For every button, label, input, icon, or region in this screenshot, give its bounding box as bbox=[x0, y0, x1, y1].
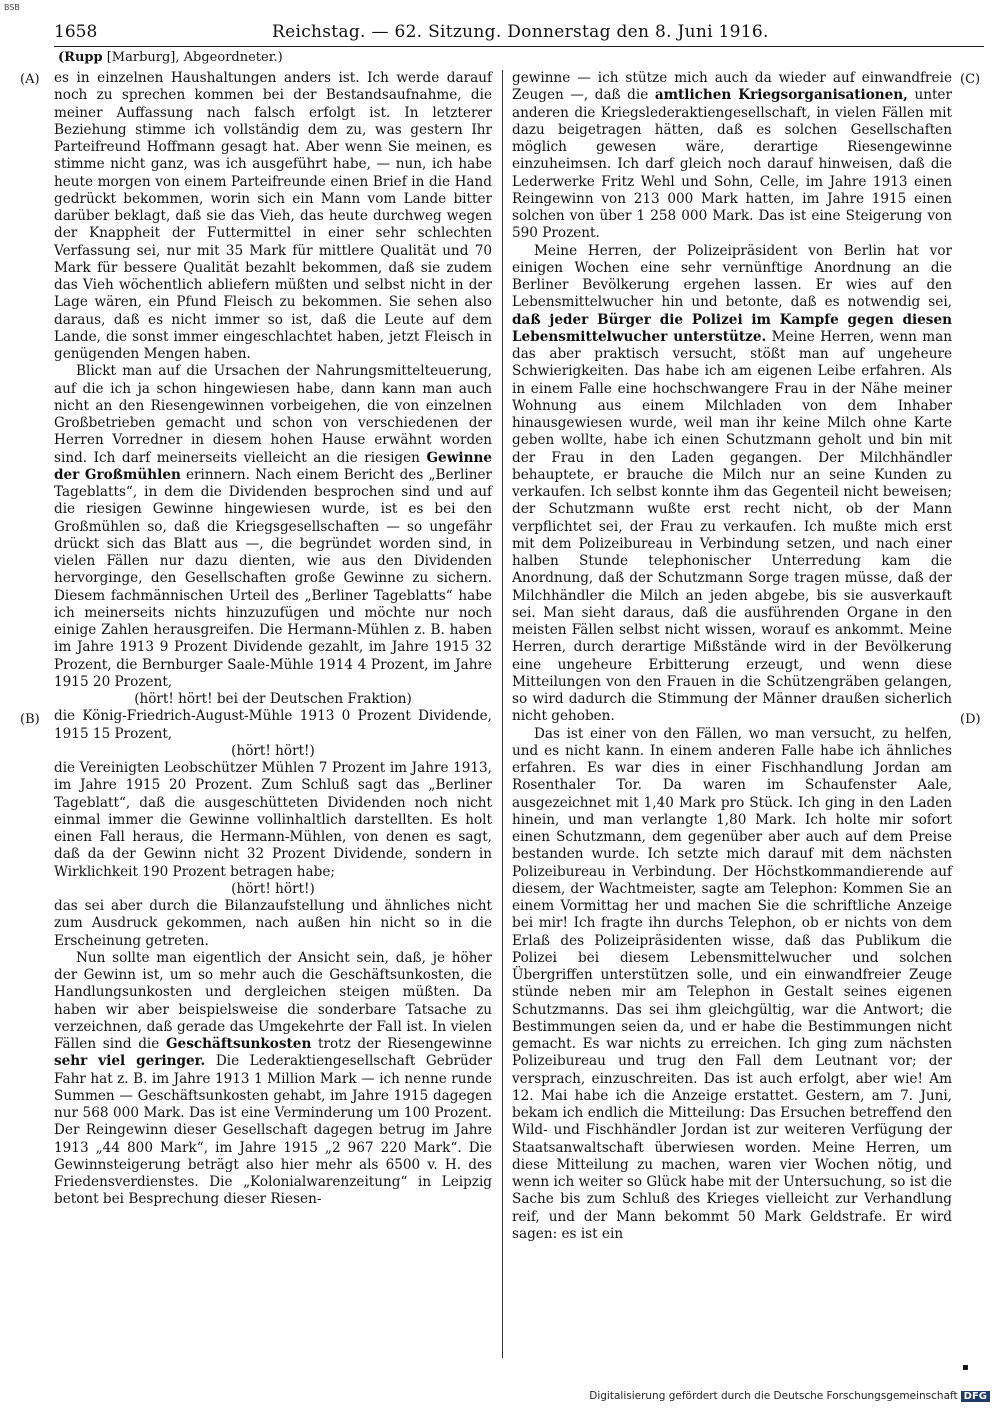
text-run: Die Lederaktiengesellschaft Gebrüder Fahr hat z. B. im Jahre 1913 1 Million Mark — ich nenne runde Summen — Geschäftsunkosten gehabt, im Jahre 1915 dagegen nur 568 000 Mark. Das ist eine Verminderung um 100 Prozent. Der Reingewinn dieser Gesellschaft dagegen betrug im Jahre 1913 „44 800 Mark“, im Jahre 1915 „2 967 220 Mark“. Die Gewinnsteigerung beträgt also hier mehr als 6500 v. H. des Friedensverdienstes. Die „Kolonialwarenzeitung“ in Leipzig betont bei Besprechung dieser Riesen- bbox=[54, 1053, 492, 1208]
running-title: Reichstag. — 62. Sitzung. Donnerstag den 8. Juni 1916. bbox=[272, 22, 769, 42]
text-run: Meine Herren, wenn man das aber praktisch versucht, stößt man auf ungeheure Schwierigkeiten. Das habe ich am eigenen Leibe erfahren. Als in einem Falle eine hochschwangere Frau in der Nähe meiner Wohnung aus einem Milchladen von dem Inhaber hinausgewiesen wurde, weil man ihr keine Milch ohne Karte geben wollte, habe ich einen Schutzmann geholt und bin mit der Frau in den Laden gegangen. Der Milchhändler behauptete, er brauche die Milch nur an seine Kunden zu verkaufen. Ich selbst konnte ihm das Gegenteil nicht beweisen; der Schutzmann wußte erst recht nicht, ob der Mann verpflichtet sei, der Frau zu verkaufen. Ich mußte mich erst mit dem Polizeibureau in Verbindung setzen, und nach einer halben Stunde telephonischer Unterredung kam die Anordnung, daß der Schutzmann Sorge tragen müsse, daß der Milchhändler die Milch an jeden abgebe, bis sie ausverkauft sei. Man sieht daraus, daß die ausführenden Organe in den meisten Fällen selbst nicht wissen, worauf es ankommt. Meine Herren, durch derartige Mißstände wird in der Bevölkerung eine ungeheure Erbitterung erzeugt, und wenn diese Mitteilungen von den Frauen in die Schützengräben gelangen, so wird dadurch die Stimmung der Männer draußen sicherlich nicht gehoben. bbox=[512, 328, 952, 725]
left-paragraph-4: die Vereinigten Leobschützer Mühlen 7 Prozent im Jahre 1913, im Jahre 1915 20 Prozent. Zum Schluß sagt das „Berliner Tageblatt“, daß die ausgeschütteten Dividenden noch nicht einmal immer die Gewinne vollinhaltlich darstellten. Es holt einen Fall heraus, die Hermann-Mühlen, von denen es sagt, daß da der Gewinn nicht 32 Prozent Dividende, sondern in Wirklichkeit 190 Prozent betragen habe; bbox=[54, 760, 492, 880]
margin-marker-a: (A) bbox=[20, 72, 40, 87]
library-corner-label: BSB bbox=[4, 3, 20, 12]
left-paragraph-6 bbox=[54, 950, 492, 1209]
left-column bbox=[54, 70, 492, 1209]
speaker-details: [Marburg], Abgeordneter.) bbox=[102, 50, 283, 65]
interjection: (hört! hört!) bbox=[231, 742, 315, 759]
text-run: gewinne — ich stütze mich auch da wieder auf einwandfreie Zeugen —, daß die bbox=[512, 70, 952, 104]
right-column bbox=[512, 70, 952, 1243]
page-end-mark: ▪ bbox=[962, 1362, 969, 1373]
text-run: Blickt man auf die Ursachen der Nahrungsmittelteuerung, auf die ich ja schon hingewiesen habe, dann kann man auch nicht an den Riesengewinnen vorbeigehen, die von einzelnen Großbetrieben gemacht und schon von verschiedenen der Herren Vorredner in diesem hohen Hause erwähnt worden sind. Ich darf meinerseits vielleicht an die riesigen bbox=[54, 363, 492, 466]
speaker-line bbox=[58, 50, 283, 65]
bold-phrase: Geschäftsunkosten bbox=[165, 1036, 312, 1052]
column-divider bbox=[502, 70, 503, 1358]
right-paragraph-2 bbox=[512, 243, 952, 726]
text-run: trotz der Riesengewinne bbox=[311, 1036, 493, 1052]
page-number: 1658 bbox=[54, 22, 98, 42]
dfg-logo: DFG bbox=[961, 1391, 990, 1402]
margin-marker-b: (B) bbox=[20, 712, 40, 727]
footer-text: Digitalisierung gefördert durch die Deutsche Forschungsgemeinschaft bbox=[589, 1390, 958, 1402]
interjection: (hört! hört! bei der Deutschen Fraktion) bbox=[134, 691, 412, 707]
bold-phrase: amtlichen Kriegsorganisationen, bbox=[654, 87, 908, 104]
bold-phrase: Gewinne der Großmühlen bbox=[54, 449, 492, 483]
left-paragraph-2 bbox=[54, 363, 492, 691]
left-paragraph-1: es in einzelnen Haushaltungen anders ist. Ich werde darauf noch zu sprechen kommen bei der Bestandsaufnahme, die meiner Auffassung nach falsch erfolgt ist. In letzterer Beziehung stimme ich vollständig dem zu, was gestern Ihr Parteifreund Hoffmann gesagt hat. Aber wenn Sie meinen, es stimme nicht ganz, was ich ausgeführt habe, — nun, ich habe heute morgen von einem Parteifreunde einen Brief in die Hand gedrückt bekommen, worin sich ein Mann vom Lande bitter darüber beklagt, daß sie das Vieh, das heute durchweg wegen der Knappheit der Futtermittel in einer sehr schlechten Verfassung sei, nur mit 35 Mark für mittlere Qualität und 70 Mark für bessere Qualität bezahlt bekommen, daß sie zudem das Vieh wöchentlich abliefern müßten und selbst nicht in der Lage wären, ein Pfund Fleisch zu bekommen. Sie sehen also daraus, daß es nicht immer so ist, daß die Leute auf dem Lande, die sonst immer eingeschlachtet haben, jetzt Fleisch in genügenden Mengen haben. bbox=[54, 70, 492, 362]
left-paragraph-5: das sei aber durch die Bilanzaufstellung und ähnliches nicht zum Ausdruck gekommen, nach außen hin nicht so in die Erscheinung getreten. bbox=[54, 898, 492, 949]
footer-credit bbox=[589, 1390, 990, 1402]
speaker-name: (Rupp bbox=[58, 50, 103, 65]
text-run: Meine Herren, der Polizeipräsident von Berlin hat vor einigen Wochen eine sehr vernünftige Anordnung an die Berliner Bevölkerung ergehen lassen. Er wies auf den Lebensmittelwucher hin und betonte, daß es notwendig sei, bbox=[512, 242, 952, 311]
margin-marker-c: (C) bbox=[960, 72, 981, 87]
header-rule bbox=[54, 46, 984, 47]
left-paragraph-3: die König-Friedrich-August-Mühle 1913 0 Prozent Dividende, 1915 15 Prozent, bbox=[54, 708, 492, 742]
bold-phrase: daß jeder Bürger die Polizei im Kampfe gegen diesen Lebensmittelwucher unterstütze. bbox=[512, 311, 952, 345]
right-paragraph-3: Das ist einer von den Fällen, wo man versucht, zu helfen, und es nicht kann. In einem anderen Falle habe ich ähnliches erfahren. Es war dies in einer Fischhandlung Jordan am Rosenthaler Tor. Da waren im Schaufenster Aale, ausgezeichnet mit 1,40 Mark pro Stück. Ich ging in den Laden hinein, und man verlangte 1,80 Mark. Ich holte mir sofort einen Schutzmann, dem gegenüber aber auch auf dem Preise bestanden wurde. Ich setzte mich darauf mit dem nächsten Polizeibureau in Verbindung. Der Höchstkommandierende auf diesem, der Wachtmeister, sagte am Telephon: Kommen Sie an einem Vormittag her und machen Sie die schriftliche Anzeige bei mir! Ich fragte ihn durchs Telephon, ob er nichts von dem Erlaß des Polizeipräsidenten wisse, daß das Publikum die Polizei bei diesem Lebensmittelwucher und solchen Übergriffen unterstützen solle, und ein einwandfreier Zeuge stünde neben mir am Telephon in Gestalt seines eigenen Schutzmanns. Das sei ihm gleichgültig, war die Antwort; die Bestimmungen seien da, und er habe die Bestimmungen nicht gemacht. Es war nichts zu erreichen. Ich ging zum nächsten Polizeibureau und trug den Fall dem Leutnant vor; der versprach, einzuschreiten. Das ist auch erfolgt, aber wie! Am 12. Mai habe ich die Anzeige erstattet. Gestern, am 7. Juni, bekam ich endlich die Mitteilung: Das Ersuchen betreffend den Wild- und Fischhändler Jordan ist zur weiteren Verfügung der Staatsanwaltschaft überwiesen worden. Meine Herren, um diese Mitteilung zu machen, waren vier Wochen nötig, und wenn ich weiter so Glück habe mit der Untersuchung, so ist die Sache bis zum Schluß des Krieges vielleicht zur Verhandlung reif, und der Mann bekommt 50 Mark Geldstrafe. Er wird sagen: es ist ein bbox=[512, 725, 952, 1242]
right-paragraph-1 bbox=[512, 70, 952, 243]
text-run: erinnern. Nach einem Bericht des „Berliner Tageblatts“, in dem die Dividenden besprochen sind und auf die riesigen Gewinne hingewiesen wurde, ist es bei den Großmühlen so, daß die Kriegsgesellschaften — so ungefähr drückt sich das Blatt aus —, die begründet worden sind, in vielen Fällen nur dazu dienten, wie aus den Dividenden hervorginge, den Gesellschaften große Gewinne zu sichern. Diesem fachmännischen Urteil des „Berliner Tageblatts“ habe ich meinerseits nichts hinzuzufügen und möchte nur noch einige Zahlen herausgreifen. Die Hermann-Mühlen z. B. haben im Jahre 1913 9 Prozent Dividende gezahlt, im Jahre 1915 32 Prozent, die Bernburger Saale-Mühle 1914 4 Prozent, im Jahre 1915 20 Prozent, bbox=[54, 466, 492, 690]
page-header bbox=[54, 20, 984, 46]
text-run: unter anderen die Kriegslederaktiengesellschaft, in vielen Fällen mit dazu beigetragen hätten, daß es solchen Gesellschaften möglich gewesen wäre, derartige Riesengewinne einzuheimsen. Ich darf gleich noch darauf hinweisen, daß die Lederwerke Fritz Wehl und Sohn, Celle, im Jahre 1913 einen Reingewinn von 213 000 Mark hatten, im Jahre 1915 einen solchen von über 1 258 000 Mark. Das ist eine Steigerung von 590 Prozent. bbox=[512, 87, 952, 242]
margin-marker-d: (D) bbox=[960, 712, 981, 727]
interjection: (hört! hört!) bbox=[231, 880, 315, 897]
bold-phrase: sehr viel geringer. bbox=[54, 1053, 206, 1070]
text-run: Nun sollte man eigentlich der Ansicht sein, daß, je höher der Gewinn ist, um so mehr auch die Geschäftsunkosten, die Handlungsunkosten und dergleichen steigen müßten. Da haben wir aber beispielsweise die sonderbare Tatsache zu verzeichnen, daß gerade das Umgekehrte der Fall ist. In vielen Fällen sind die bbox=[54, 949, 492, 1052]
